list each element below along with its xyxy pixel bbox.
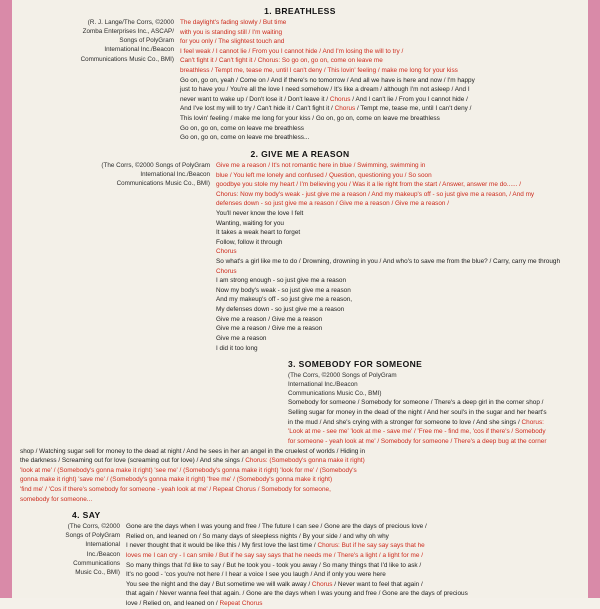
- credit-line: International Inc./Beacon: [140, 171, 210, 179]
- lyric-span: Chorus:: [521, 418, 544, 426]
- song-block-somebody-for-someone: [20, 359, 580, 504]
- lyric-line: [20, 495, 580, 505]
- song-number-2: 2.: [250, 148, 259, 159]
- lyric-span: This lovin' feeling / make me long for your kiss / Go on, go on, come on leave me breathless: [180, 115, 440, 123]
- lyric-span: Relied on, and leaned on / So many days of sleepless nights / By your side / and why oh why: [126, 532, 389, 540]
- lyric-line: [180, 104, 580, 114]
- lyric-line: [126, 541, 580, 551]
- song-block-breathless: [20, 6, 580, 143]
- lyric-line: [20, 447, 580, 457]
- lyric-span: I am strong enough - so just give me a reason: [216, 277, 347, 285]
- credit-line: International Inc./Beacon: [288, 381, 358, 389]
- lyric-span: never want to wake up / Don't lose it / Don't leave it /: [180, 95, 330, 103]
- lyric-line: [216, 180, 580, 190]
- lyric-line: [180, 76, 580, 86]
- credit-line: Communications Music Co., BMI): [80, 55, 174, 63]
- left-edge-bar: [0, 0, 12, 598]
- lyric-span: Chorus: [334, 105, 356, 113]
- lyric-span: It's no good - 'cos you're not here / I hear a voice I see you laugh / And if only you were here: [126, 571, 386, 579]
- song-title-2: [20, 149, 580, 159]
- credit-line: Music Co., BMI): [75, 568, 120, 576]
- lyric-span: Give me a reason: [216, 334, 267, 342]
- song-name-1: BREATHLESS: [274, 6, 336, 16]
- lyric-line: [180, 95, 580, 105]
- lyric-span: the darkness / Screaming out for love (screaming out for love) / And she sings /: [20, 457, 246, 465]
- song-block-say: [20, 510, 580, 608]
- lyric-span: 'find me' / 'Cos if there's somebody for someone - yeah look at me' / Repeat Chorus / Somebody for someone,: [20, 485, 331, 493]
- lyric-line: [216, 344, 580, 354]
- lyric-line: [180, 37, 580, 47]
- lyric-span: Wanting, waiting for you: [216, 219, 284, 227]
- lyric-line: [180, 114, 580, 124]
- lyric-line: [180, 124, 580, 134]
- lyric-span: for you only / The slightest touch and: [180, 38, 285, 46]
- lyric-span: Chorus: But if he say say says that he: [317, 542, 425, 550]
- credit-line: (R. J. Lange/The Corrs, ©2000: [87, 19, 174, 26]
- lyric-span: 'Look at me - see me' 'look at me - save me' / 'Free me - find me, 'cos if there's / Somebody: [288, 428, 546, 436]
- lyric-line: [180, 47, 580, 57]
- lyric-span: goodbye you stole my heart / I'm believing you / Was it a lie right from the start / Answer, answer me do...... /: [216, 181, 522, 189]
- lyric-span: Chorus: [311, 580, 333, 588]
- lyric-line: [20, 466, 580, 476]
- song-name-2: GIVE ME A REASON: [261, 148, 350, 159]
- lyric-line: [216, 334, 580, 344]
- lyric-span: Gone are the days when I was young and free / The future I can see / Gone are the days of precious love /: [126, 523, 427, 531]
- lyric-span: in the mud / And she's crying with a stronger for someone to love / And she sings /: [288, 418, 522, 426]
- song-credits-4: [20, 522, 126, 577]
- song-credits-3: [20, 371, 580, 398]
- lyric-span: blue / You left me lonely and confused / Question, questioning you / So soon: [216, 171, 432, 179]
- song-lyrics-4: [126, 522, 580, 608]
- song-title-1: [20, 6, 580, 16]
- lyric-span: Selling sugar for money in the dead of the night / And her soul's in the sugar and her heart's: [288, 409, 547, 417]
- lyric-line: [216, 295, 580, 305]
- lyric-line: [20, 456, 580, 466]
- lyric-line: [216, 276, 580, 286]
- lyric-line: [126, 599, 580, 609]
- lyric-line: [216, 171, 580, 181]
- credit-line: (The Corrs, ©2000: [67, 523, 120, 531]
- lyric-line: [180, 56, 580, 66]
- lyric-span: Chorus: Now my body's weak - just give me a reason / And my makeup's off - so just give me a reason, / And my: [216, 190, 535, 198]
- lyric-line: [216, 324, 580, 334]
- lyric-span: with you is standing still / I'm waiting: [180, 28, 283, 36]
- lyric-line: [180, 66, 580, 76]
- song-number-3: 3.: [288, 359, 296, 370]
- song-number-1: 1.: [264, 6, 273, 16]
- song-lyrics-3: [20, 398, 580, 504]
- lyric-line: [288, 398, 580, 408]
- lyric-span: Go on, go on, come on leave me breathless...: [180, 134, 310, 142]
- song-credits-1: [20, 18, 180, 64]
- song-block-give-me-a-reason: [20, 149, 580, 353]
- song-name-3: SOMEBODY FOR SOMEONE: [298, 359, 423, 370]
- lyric-line: [126, 570, 580, 580]
- lyric-span: / Never want to feel that again /: [332, 580, 423, 588]
- song-lyrics-2: [216, 161, 580, 353]
- lyrics-content: [12, 0, 588, 608]
- lyric-span: It takes a weak heart to forget: [216, 229, 301, 237]
- lyric-span: Follow, follow it through: [216, 238, 283, 246]
- lyric-line: [288, 437, 580, 447]
- credit-line: Zomba Enterprises Inc., ASCAP/: [82, 28, 174, 36]
- song-credits-2: [20, 161, 216, 188]
- song-name-4: SAY: [82, 510, 101, 521]
- lyric-span: Go on, go on, come on leave me breathless: [180, 124, 304, 132]
- lyric-span: So many things that I'd like to say / But he took you - took you away / So many things that I'd like to ask /: [126, 561, 422, 569]
- lyric-span: Chorus: [216, 248, 237, 256]
- lyric-span: Chorus: [329, 95, 351, 103]
- lyric-line: [126, 532, 580, 542]
- lyric-span: Give me a reason / It's not romantic here in blue / Swimming, swimming in: [216, 161, 426, 169]
- right-edge-bar: [588, 0, 600, 598]
- credit-line: Communications Music Co., BMI): [288, 390, 382, 398]
- lyric-line: [216, 286, 580, 296]
- lyric-line: [20, 475, 580, 485]
- lyric-line: [126, 522, 580, 532]
- lyric-line: [180, 28, 580, 38]
- credit-line: (The Corrs, ©2000 Songs of PolyGram: [101, 161, 210, 169]
- lyric-span: breathless / Tempt me, tease me, until I can't deny / This lovin' feeling / make me long for your kiss: [180, 67, 458, 75]
- lyric-span: So what's a girl like me to do / Drowning, drowning in you / And who's to save me from the blue? / Carry, carry me through: [216, 258, 561, 266]
- lyric-span: / And I can't lie / From you I cannot hide /: [350, 95, 468, 103]
- lyric-line: [216, 228, 580, 238]
- lyric-span: somebody for someone...: [20, 495, 93, 503]
- lyric-span: Chorus: [216, 267, 237, 275]
- lyric-span: Repeat Chorus: [219, 600, 263, 608]
- lyric-line: [216, 199, 580, 209]
- lyric-span: You'll never know the love I felt: [216, 209, 304, 217]
- lyric-line: [180, 18, 580, 28]
- lyric-line: [216, 161, 580, 171]
- lyric-span: just to have you / You're all the love I need somehow / It's like a dream / although I'm not asleep / And I: [180, 86, 470, 94]
- credit-line: Communications Music Co., BMI): [116, 180, 210, 188]
- lyric-line: [20, 485, 580, 495]
- lyric-span: Give me a reason / Give me a reason: [216, 315, 323, 323]
- lyric-span: My defenses down - so just give me a reason: [216, 306, 345, 314]
- lyric-line: [288, 427, 580, 437]
- lyric-span: loves me I can cry - I can smile / But if he say say says that he needs me / There's a light / a light for me /: [126, 552, 423, 560]
- song-number-4: 4.: [72, 510, 80, 521]
- lyric-span: I never thought that it would be like this / My first love the last time /: [126, 542, 318, 550]
- lyric-line: [216, 305, 580, 315]
- song-title-4: [72, 510, 580, 520]
- lyric-span: 'look at me' / (Somebody's gonna make it right) 'see me' / (Somebody's gonna make it right) 'look for me' / (Somebody's: [20, 466, 357, 474]
- credit-line: International: [85, 541, 120, 549]
- credit-line: International Inc./Beacon: [104, 46, 174, 54]
- lyric-line: [216, 247, 580, 257]
- lyric-span: for someone - yeah look at me' / Somebody for someone / There's a deep bug at the corner: [288, 437, 547, 445]
- lyric-span: Now my body's weak - so just give me a reason: [216, 286, 351, 294]
- lyric-line: [216, 315, 580, 325]
- song-title-3: [288, 359, 580, 369]
- lyric-line: [216, 219, 580, 229]
- lyric-span: love / Relied on, and leaned on /: [126, 600, 220, 608]
- credit-line: Songs of PolyGram: [119, 37, 174, 45]
- lyric-span: Can't fight it / Can't fight it / Chorus: So go on, go on, come on leave me: [180, 57, 383, 65]
- lyric-line: [216, 267, 580, 277]
- lyric-span: I feel weak / I cannot lie / From you I cannot hide / And I'm losing the will to try /: [180, 47, 404, 55]
- lyric-span: shop / Watching sugar sell for money to the dead at night / And he sees in her an angel in the cruelest of worlds / Hiding in: [20, 447, 366, 455]
- lyric-line: [288, 408, 580, 418]
- lyric-line: [126, 551, 580, 561]
- lyric-span: You see the night and the day / But sometime we will walk away /: [126, 580, 312, 588]
- lyric-line: [216, 238, 580, 248]
- lyric-span: And my makeup's off - so just give me a reason,: [216, 296, 353, 304]
- lyric-span: Chorus: (Somebody's gonna make it right): [245, 457, 365, 465]
- lyric-line: [216, 257, 580, 267]
- lyric-span: gonna make it right) 'save me' / (Somebody's gonna make it right) 'free me' / (Somebody's gonna make it right): [20, 476, 333, 484]
- lyric-line: [216, 209, 580, 219]
- lyric-line: [126, 561, 580, 571]
- credit-line: (The Corrs, ©2000 Songs of PolyGram: [288, 372, 397, 380]
- lyric-span: The daylight's fading slowly / But time: [180, 19, 287, 26]
- lyric-line: [180, 85, 580, 95]
- lyric-span: defenses down - so just give me a reason / Give me a reason / Give me a reason /: [216, 200, 450, 208]
- lyric-span: I did it too long: [216, 344, 258, 352]
- lyric-line: [180, 133, 580, 143]
- lyric-line: [126, 580, 580, 590]
- lyric-line: [216, 190, 580, 200]
- lyric-span: Give me a reason / Give me a reason: [216, 325, 323, 333]
- lyric-span: that again / Never wanna feel that again. / Gone are the days when I was young and free / Gone are the days of precious: [126, 590, 468, 598]
- credit-line: Communications: [73, 559, 120, 567]
- lyric-line: [288, 418, 580, 428]
- lyric-span: Go on, go on, yeah / Come on / And if there's no tomorrow / And all we have is here and now / I'm happy: [180, 76, 475, 84]
- lyric-span: / Tempt me, tease me, until I can't deny /: [355, 105, 472, 113]
- song-lyrics-1: [180, 18, 580, 143]
- lyric-span: And I've lost my will to try / Can't hide it / Can't fight it /: [180, 105, 335, 113]
- credit-line: Inc./Beacon: [86, 550, 120, 558]
- lyric-span: Somebody for someone / Somebody for someone / There's a deep girl in the corner shop /: [288, 399, 544, 407]
- credit-line: Songs of PolyGram: [65, 532, 120, 540]
